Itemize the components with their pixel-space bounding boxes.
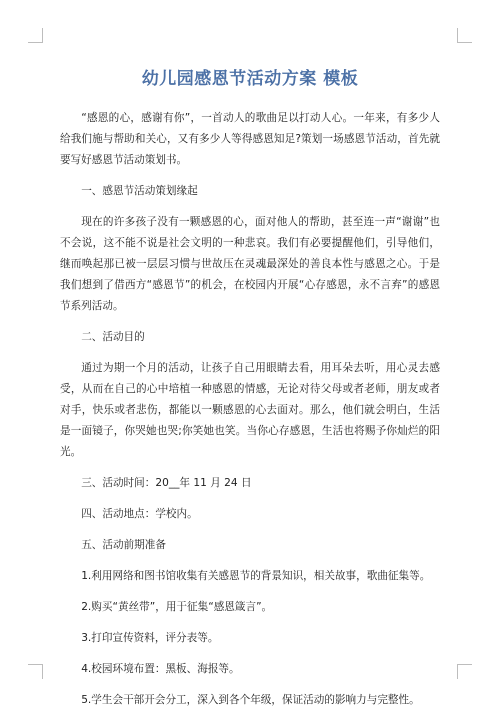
page-title: 幼儿园感恩节活动方案 模板 [141, 69, 359, 89]
document-body [60, 108, 440, 721]
section-heading-purpose: 二、活动目的 [81, 331, 145, 343]
section-heading-preparation: 五、活动前期准备 [81, 539, 166, 551]
crop-mark-top-left [28, 28, 43, 43]
purpose-paragraph: 通过为期一个月的活动，让孩子自己用眼睛去看，用耳朵去听，用心灵去感受，从而在自己的心中培植一种感恩的情感，无论对待父母或者老师，朋友或者对手，快乐或者悲伤，都能以一颗感恩的心去面对。那么，他们就会明白，生活是一面镜子，你哭她也哭;你笑她也笑。当你心存感恩，生活也将赐予你灿烂的阳光。 [60, 362, 440, 458]
prep-item: 2.购买“黄丝带”，用于征集“感恩箴言”。 [81, 601, 273, 613]
prep-item: 3.打印宣传资料，评分表等。 [81, 632, 219, 644]
origin-paragraph: 现在的许多孩子没有一颗感恩的心，面对他人的帮助，甚至连一声“谢谢”也不会说，这不能不说是社会文明的一种悲哀。我们有必要提醒他们，引导他们，继而唤起那已被一层层习惯与世故压在灵魂最深处的善良本性与感恩之心。于是我们想到了借西方“感恩节”的机会，在校园内开展“心存感恩，永不言弃”的感恩节系列活动。 [60, 216, 440, 312]
prep-item: 5.学生会干部开会分工，深入到各个年级，保证活动的影响力与完整性。 [81, 694, 420, 706]
prep-item: 1.利用网络和图书馆收集有关感恩节的背景知识，相关故事，歌曲征集等。 [81, 570, 431, 582]
activity-time: 三、活动时间：20__年 11 月 24 日 [81, 477, 252, 489]
crop-mark-top-right [457, 28, 472, 43]
intro-paragraph: “感恩的心，感谢有你”，一首动人的歌曲足以打动人心。一年来，有多少人给我们施与帮助和关心，又有多少人等得感恩知足?策划一场感恩节活动，首先就要写好感恩节活动策划书。 [60, 112, 440, 166]
prep-item: 4.校园环境布置：黑板、海报等。 [81, 663, 240, 675]
crop-mark-bottom-right [457, 664, 472, 679]
crop-mark-bottom-left [28, 664, 43, 679]
activity-location: 四、活动地点：学校内。 [81, 508, 198, 520]
section-heading-origin: 一、感恩节活动策划缘起 [81, 185, 198, 197]
